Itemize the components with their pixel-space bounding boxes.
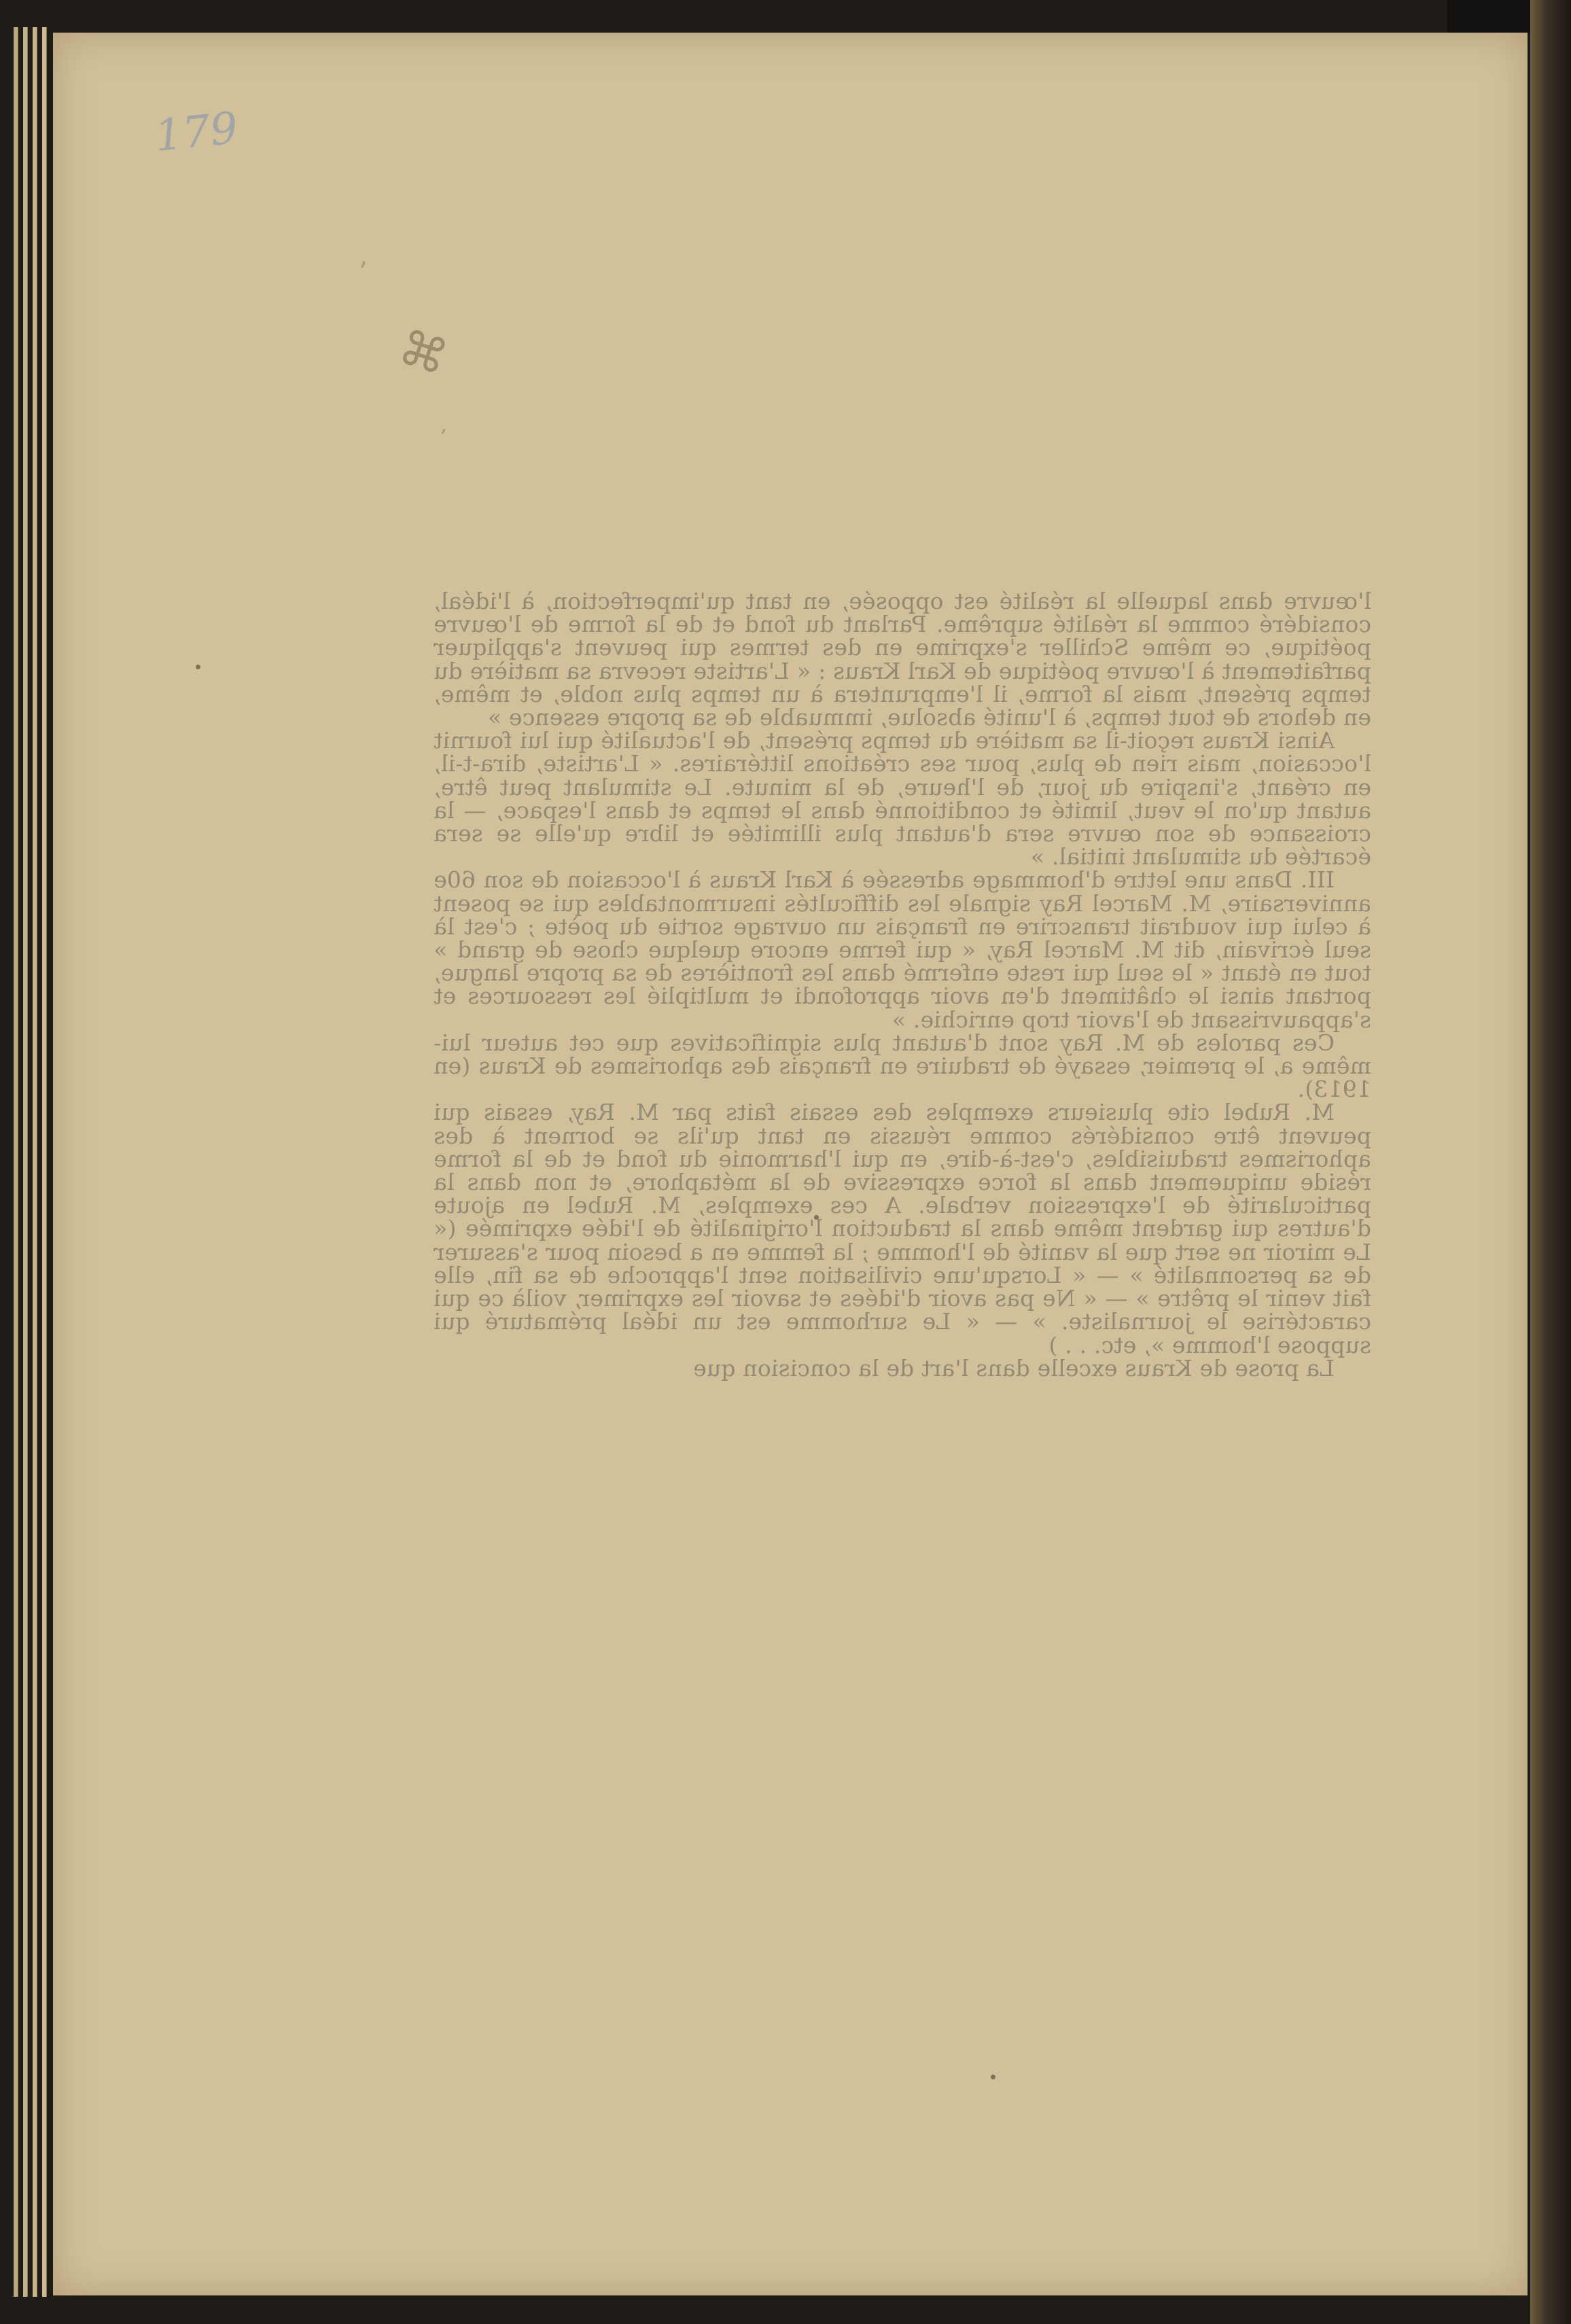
page-edge	[42, 27, 47, 2297]
page-edge	[33, 27, 37, 2297]
page-edge	[14, 27, 18, 2297]
ink-smudge-mark: ⌘	[392, 319, 455, 387]
book-binding-shadow	[1530, 0, 1571, 2324]
blank-verso-page	[53, 33, 1528, 2295]
page-edge	[23, 27, 28, 2297]
show-through-paragraph: M. Rubel cite plusieurs exemples des essais faits par M. Ray, essais qui peuvent être considérés comme réussis en tant qu'ils se bornent à des aphorismes traduisibles, c'est-à-dire, en qui l'harmonie du fond et de la forme réside uniquement dans la force expressive de la métaphore, et non dans la particularité de l'expression verbale. A ces exemples, M. Rubel en ajoute d'autres qui gardent même dans la traduction l'originalité de l'idée exprimée (« Le miroir ne sert que la vanité de l'homme ; la femme en a besoin pour s'assurer de sa personnalité » — « Lorsqu'une civilisation sent l'approche de sa fin, elle fait venir le prêtre » — « Ne pas avoir d'idées et savoir les exprimer, voilà ce qui caractérise le journaliste. » — « Le surhomme est un idéal prématuré qui suppose l'homme », etc. . . )	[434, 1099, 1371, 1358]
show-through-paragraph: III. Dans une lettre d'hommage adressée à Karl Kraus à l'occasion de son 60e anniversaire, M. Marcel Ray signale les difficultés insurmontables qui se posent à celui qui voudrait transcrire en français un ouvrage sortie du poète ; c'est là seul écrivain, dit M. Marcel Ray, « qui ferme encore quelque chose de grand » tout en étant « le seul qui reste enfermé dans les frontières de sa propre langue, portant ainsi le châtiment d'en avoir approfondi et multiplié les ressources et s'appauvrissant de l'avoir trop enrichie. »	[434, 866, 1371, 1033]
paper-speck	[196, 665, 200, 669]
show-through-paragraph: l'œuvre dans laquelle la réalité est opposée, en tant qu'imperfection, à l'idéal, considéré comme la réalité suprême. Parlant du fond et de la forme de l'œuvre poétique, ce même Schiller s'exprime en des termes qui peuvent s'appliquer parfaitement à l'œuvre poétique de Karl Kraus : « L'artiste recevra sa matière du temps présent, mais la forme, il l'empruntera à un temps plus noble, et même, en dehors de tout temps, à l'unité absolue, immuable de sa propre essence »	[434, 588, 1371, 731]
show-through-paragraph: La prose de Kraus excelle dans l'art de la concision que	[692, 1354, 1335, 1381]
show-through-text-block	[434, 590, 1371, 1380]
ink-speck-mark: ‚	[440, 413, 447, 437]
show-through-paragraph: Ainsi Kraus reçoit-il sa matière du temps présent, de l'actualité qui lui fournit l'occasion, mais rien de plus, pour ses créations littéraires. « L'artiste, dira-t-il, en créant, s'inspire du jour, de l'heure, de la minute. Le stimulant peut être, autant qu'on le veut, limité et conditionné dans le temps et dans l'espace, — la croissance de son œuvre sera d'autant plus illimitée et libre qu'elle se sera écartée du stimulant initial. »	[434, 727, 1371, 870]
handwritten-folio-number: 179	[152, 103, 241, 162]
paper-speck	[991, 2075, 995, 2079]
show-through-paragraph: Ces paroles de M. Ray sont d'autant plus significatives que cet auteur lui-même a, le premier, essayé de traduire en français des aphorismes de Kraus (en 1913).	[434, 1029, 1371, 1103]
ink-speck-mark: ’	[359, 257, 368, 288]
